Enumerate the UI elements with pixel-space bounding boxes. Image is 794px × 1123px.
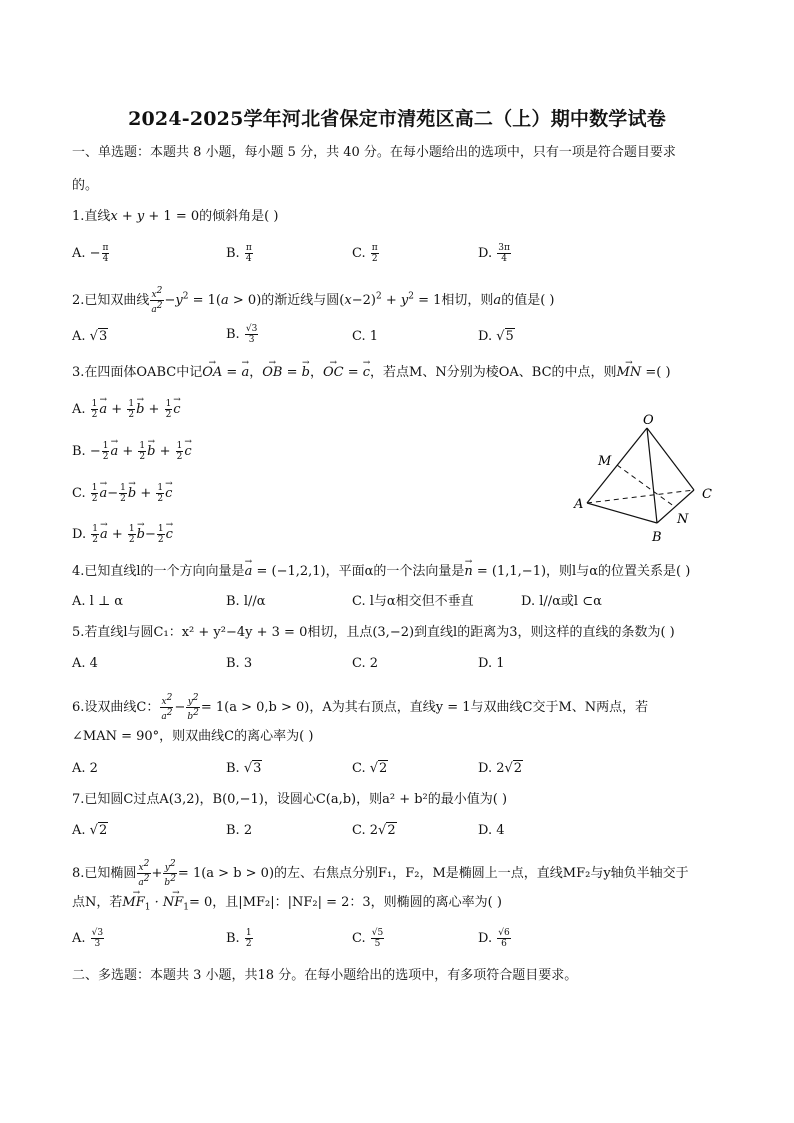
- q8-option-c: C. $\frac{√5}{5}$: [352, 928, 384, 949]
- q1-option-b: B. $\frac{\pi}{4}$: [226, 243, 252, 264]
- exam-title: 2024-2025学年河北省保定市清苑区高二（上）期中数学试卷: [128, 108, 666, 130]
- question-6-cont: ∠MAN = 90°，则双曲线C的离心率为( ): [72, 729, 314, 744]
- q6-option-d: D. 2√2: [478, 761, 523, 776]
- q4-option-d: D. l//α或l ⊂α: [521, 594, 602, 609]
- label-B: B: [652, 530, 662, 545]
- q3-option-d: D. $\frac{1}{2}$ → a + $\frac{1}{2}$ → b− $\frac{1}{2}$ → c: [72, 524, 173, 545]
- q3-option-c: C. $\frac{1}{2}$ → a− $\frac{1}{2}$ → b + $\frac{1}{2}$ → c: [72, 483, 172, 504]
- question-8-cont: 点N，若→ $MF_1$ · → $NF_1= 0$，且|MF₂|：|NF₂| = 2：3，则椭圆的离心率为( ): [72, 894, 502, 917]
- label-C: C: [702, 487, 712, 502]
- q1-option-c: C. $\frac{\pi}{2}$: [352, 243, 378, 264]
- question-1: [72, 208, 278, 226]
- segment-MN-hidden: [617, 465, 675, 507]
- q2-option-a: A. √3: [72, 329, 108, 344]
- q1-stem-a: 1.直线: [72, 209, 111, 224]
- q5-option-c: C. 2: [352, 656, 379, 671]
- q6-option-a: A. 2: [72, 761, 98, 776]
- label-O: O: [643, 413, 654, 428]
- label-A: A: [574, 497, 584, 512]
- edge-BC: [657, 490, 694, 523]
- question-4: 4.已知直线l的一个方向向量是→ a = (−1,2,1)，平面α的一个法向量是→ n = (1,1,−1)，则l与α的位置关系是( ): [72, 563, 690, 581]
- q5-option-a: A. 4: [72, 656, 98, 671]
- q8-option-b: B. $\frac{1}{2}$: [226, 928, 252, 949]
- section2-heading: 二、多选题：本题共 3 小题，共18 分。在每小题给出的选项中，有多项符合题目要求。: [72, 968, 578, 983]
- question-5: 5.若直线l与圆C₁：x² + y²−4y + 3 = 0相切，且点(3,−2)到直线l的距离为3，则这样的直线的条数为( ): [72, 625, 675, 640]
- q3-option-b: B. − $\frac{1}{2}$ → a + $\frac{1}{2}$ → b + $\frac{1}{2}$ → c: [72, 441, 192, 462]
- q7-option-d: D. 4: [478, 823, 505, 838]
- q7-option-a: A. √2: [72, 823, 108, 838]
- q1-stem-b: 的倾斜角是( ): [199, 209, 279, 224]
- label-N: N: [677, 512, 689, 527]
- q2-option-c: C. 1: [352, 329, 379, 344]
- q7-option-c: C. 2√2: [352, 823, 396, 838]
- q1-equation: x + y + 1 = 0: [110, 209, 200, 224]
- q5-option-b: B. 3: [226, 656, 253, 671]
- q8-option-a: A. $\frac{√3}{3}$: [72, 928, 104, 949]
- q1-option-d: D. $\frac{3\pi}{4}$: [478, 243, 510, 264]
- edge-AB: [587, 503, 657, 523]
- q4-option-b: B. l//α: [226, 594, 266, 609]
- q2-option-b: B. $\frac{√3}{3}$: [226, 324, 258, 345]
- section1-heading: 一、单选题：本题共 8 小题，每小题 5 分，共 40 分。在每小题给出的选项中，只有一项是符合题目要求: [72, 145, 676, 160]
- q1-option-a: A. − $\frac{\pi}{4}$: [72, 243, 109, 264]
- question-3: 3.在四面体OABC中记→ OA = → a，→ OB = → b，→ OC = → c，若点M、N分别为棱OA、BC的中点，则→ MN =( ): [72, 364, 671, 382]
- tetrahedron-figure: [565, 412, 725, 547]
- edge-OC: [647, 428, 694, 490]
- q4-option-c: C. l与α相交但不垂直: [352, 594, 474, 609]
- edge-AC-hidden: [587, 490, 694, 503]
- section1-heading-cont: 的。: [72, 178, 99, 193]
- q2-option-d: D. √5: [478, 329, 514, 344]
- q6-option-c: C. √2: [352, 761, 388, 776]
- edge-OB: [647, 428, 657, 523]
- question-6: 6.设双曲线C： $\frac{x^2}{a^2}$ − $\frac{y^2}{b^2}$ = 1(a > 0,b > 0)，A为其右顶点，直线y = 1与双曲线C交于M、N两点，若: [72, 693, 649, 722]
- q3-option-a: A. $\frac{1}{2}$ → a + $\frac{1}{2}$ → b + $\frac{1}{2}$ → c: [72, 399, 181, 420]
- q7-option-b: B. 2: [226, 823, 253, 838]
- question-7: 7.已知圆C过点A(3,2)，B(0,−1)，设圆心C(a,b)，则a² + b²的最小值为( ): [72, 792, 508, 807]
- q8-option-d: D. $\frac{√6}{6}$: [478, 928, 510, 949]
- question-2: 2.已知双曲线 $\frac{x^2}{a^2}$ $-y^2 = 1(a > 0)$的渐近线与圆$(x-2)^2 + y^2 = 1$相切，则a的值是( ): [72, 286, 555, 315]
- q6-option-b: B. √3: [226, 761, 262, 776]
- question-8: 8.已知椭圆 $\frac{x^2}{a^2}$ + $\frac{y^2}{b^2}$ = 1(a > b > 0)的左、右焦点分别F₁，F₂，M是椭圆上一点，直线MF₂与y轴负半轴交于: [72, 859, 689, 888]
- label-M: M: [598, 454, 612, 469]
- q5-option-d: D. 1: [478, 656, 505, 671]
- q4-option-a: A. l ⊥ α: [72, 594, 124, 609]
